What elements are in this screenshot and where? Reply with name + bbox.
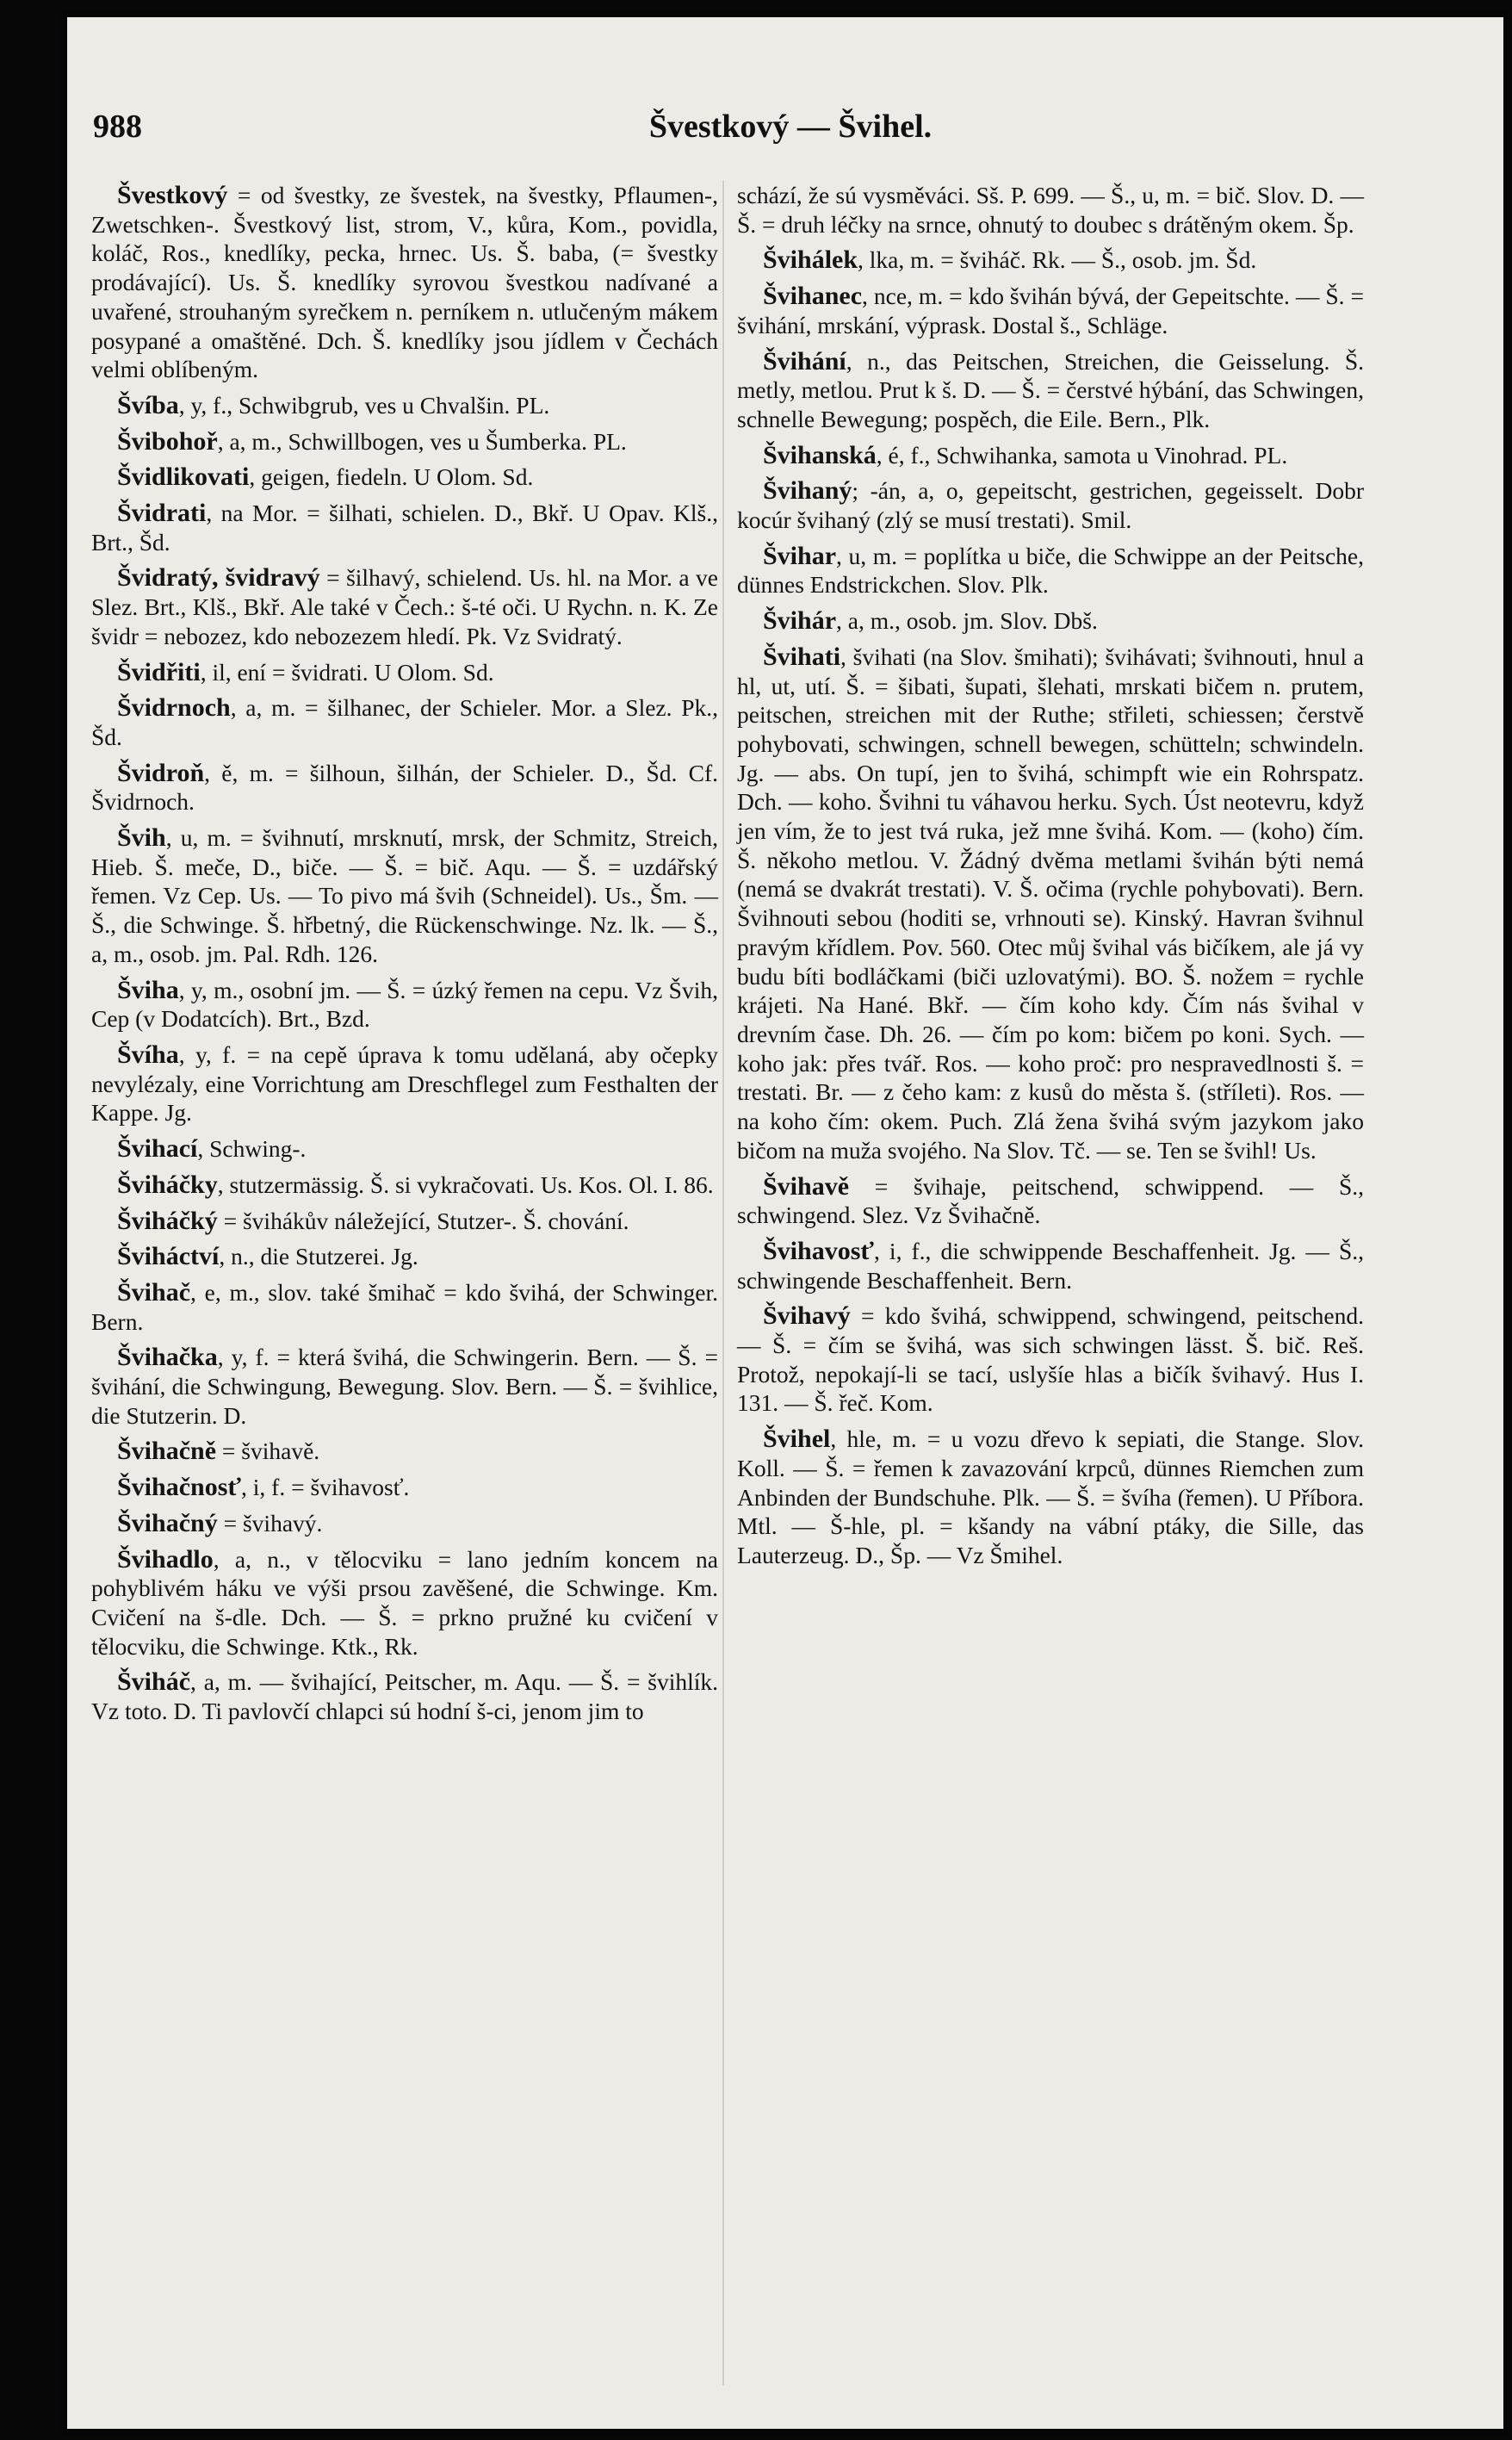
entry-definition: , y, f. = na cepě úprava k tomu udělaná, aby očepky nevylézaly, eine Vorrichtung am Dreschflegel zum Festhalten der Kappe. Jg. (91, 1040, 718, 1127)
entry-headword: Švihavě (763, 1171, 850, 1201)
entry-definition: , geigen, fiedeln. U Olom. Sd. (249, 463, 534, 491)
entry-definition: schází, že sú vysměváci. Sš. P. 699. — Š., u, m. = bič. Slov. D. — Š. = druh léčky na srnce, ohnutý to doubec s drátěným okem. Šp. (737, 182, 1364, 238)
dictionary-entry (91, 759, 718, 816)
entry-definition: , é, f., Schwihanka, samota u Vinohrad. PL. (876, 441, 1288, 469)
dictionary-entry (737, 347, 1364, 434)
entry-definition: , y, f., Schwibgrub, ves u Chvalšin. PL. (178, 391, 550, 419)
entry-definition: = kdo švihá, schwippend, schwingend, peitschend. — Š. = čím se švihá, was sich schwingen lässt. Š. bič. Reš. Protož, nepokají-li se tací, uslyšíe hlas a bičík švihavý. Hus I. 131. — Š. řeč. Kom. (737, 1302, 1364, 1417)
entry-definition: = švihavý. (217, 1509, 323, 1537)
entry-headword: Švestkový (117, 181, 228, 209)
dictionary-entry (91, 693, 718, 751)
entry-definition: , nce, m. = kdo švihán bývá, der Gepeitschte. — Š. = švihání, mrskání, výprask. Dostal š., Schläge. (737, 282, 1364, 338)
dictionary-entry (737, 476, 1364, 534)
entry-headword: Švihavosť (763, 1236, 875, 1265)
entry-headword: Švihačka (117, 1343, 218, 1372)
entry-headword: Švíba (117, 390, 179, 419)
entry-definition: , lka, m. = šviháč. Rk. — Š., osob. jm. Šd. (858, 246, 1257, 274)
entry-definition: = šilhavý, schielend. Us. hl. na Mor. a ve Slez. Brt., Klš., Bkř. Ale také v Čech.: š-té oči. U Rychn. n. K. Ze švidr = nebozez, kdo nebozezem hledí. Pk. Vz Svidratý. (91, 564, 718, 649)
entry-headword: Švihati (763, 642, 841, 671)
entry-headword: Šviháčký (117, 1206, 218, 1235)
entry-headword: Švihací (117, 1134, 198, 1164)
dictionary-entry (737, 606, 1364, 636)
entry-definition: , i, f. = švihavosť. (241, 1474, 410, 1501)
entry-headword: Švihání (763, 346, 846, 376)
dictionary-entry (91, 499, 718, 556)
entry-headword: Švidratý, švidravý (117, 563, 320, 593)
dictionary-entry (91, 823, 718, 969)
dictionary-entry (91, 1509, 718, 1538)
entry-definition: , a, m. — švihající, Peitscher, m. Aqu. — Š. = švihlík. Vz toto. D. Ti pavlovčí chlapci sú hodní š-ci, jenom jim to (91, 1668, 718, 1725)
entry-definition: , u, m. = poplítka u biče, die Schwippe an der Peitsche, dünnes Endstrickchen. Slov. Plk. (737, 542, 1364, 599)
entry-headword: Šviha (117, 975, 179, 1004)
entry-headword: Šviháčky (117, 1170, 218, 1199)
page-number: 988 (93, 109, 142, 145)
running-head: Švestkový — Švihel. (648, 109, 933, 145)
page-header (93, 108, 1488, 159)
dictionary-entry (91, 1242, 718, 1271)
entry-headword: Šviháctví (117, 1242, 220, 1271)
entry-definition: , a, m. = šilhanec, der Schieler. Mor. a Slez. Pk., Šd. (91, 694, 718, 750)
dictionary-entry (91, 1170, 718, 1200)
entry-definition: , il, ení = švidrati. U Olom. Sd. (200, 658, 494, 686)
entry-headword: Švihel (763, 1425, 831, 1454)
column-divider (722, 181, 724, 2386)
entry-headword: Švidrnoch (117, 693, 231, 723)
dictionary-entry (91, 658, 718, 687)
entry-headword: Švihač (117, 1277, 191, 1307)
dictionary-entry (737, 1301, 1364, 1418)
dictionary-entry (737, 1237, 1364, 1295)
entry-definition: , n., das Peitschen, Streichen, die Geisselung. Š. metly, metlou. Prut k š. D. — Š. = čerstvé hýbání, das Schwingen, schnelle Bewegung; pospěch, die Eile. Bern., Plk. (737, 347, 1364, 432)
entry-headword: Švihačnosť (117, 1473, 242, 1502)
dictionary-entry (91, 427, 718, 456)
dictionary-entry (91, 181, 718, 384)
dictionary-entry (91, 1207, 718, 1236)
entry-definition: , hle, m. = u vozu dřevo k sepiati, die Stange. Slov. Koll. — Š. = řemen k zavazování krpců, dünnes Riemchen zum Anbinden der Bundschuhe. Plk. — Š. = švíha (řemen). U Příbora. Mtl. — Š-hle, pl. = kšandy na vábní ptáky, die Sille, das Lauterzeug. D., Šp. — Vz Šmihel. (737, 1425, 1364, 1568)
entry-headword: Švihaný (763, 476, 852, 506)
entry-definition: = švihákův náležející, Stutzer-. Š. chování. (217, 1207, 629, 1234)
dictionary-entry (737, 245, 1364, 275)
entry-headword: Švidřiti (117, 657, 201, 686)
entry-headword: Švidlikovati (117, 463, 250, 492)
entry-definition: , i, f., die schwippende Beschaffenheit. Jg. — Š., schwingende Beschaffenheit. Bern. (737, 1237, 1364, 1294)
entry-headword: Švihanec (763, 282, 863, 311)
entry-headword: Švihár (763, 606, 837, 636)
entry-headword: Švidroň (117, 758, 205, 787)
entry-headword: Švih (117, 823, 166, 853)
entry-definition: ; -án, a, o, gepeitscht, gestrichen, gegeisselt. Dobr kocúr švihaný (zlý se musí trestati). Smil. (737, 477, 1364, 534)
entry-headword: Švibohoř (117, 426, 218, 456)
entry-definition: , y, f. = která švihá, die Schwingerin. Bern. — Š. = švihání, die Schwingung, Bewegung. Slov. Bern. — Š. = švihlice, die Stutzerin. D. (91, 1344, 718, 1429)
entry-definition: = od švestky, ze švestek, na švestky, Pflaumen-, Zwetschken-. Švestkový list, strom, V., kůra, Kom., povidla, koláč, Ros., knedlíky, pecka, hrnec. Us. Š. baba, (= švestky prodávající). Us. Š. knedlíky syrovou švestkou nadívané a uvařené, strouhaným syrečkem n. perníkem n. utlučeným mákem posypané a omaštěné. Dch. Š. knedlíky jsou jídlem v Čechách velmi oblíbeným. (91, 182, 718, 383)
dictionary-page (67, 17, 1503, 2429)
entry-headword: Švíha (117, 1040, 179, 1069)
dictionary-entry (737, 181, 1364, 239)
entry-definition: , stutzermässig. Š. si vykračovati. Us. Kos. Ol. I. 86. (217, 1170, 714, 1198)
left-column (91, 181, 718, 1733)
right-column (737, 181, 1364, 1577)
entry-headword: Švihadlo (117, 1544, 214, 1574)
dictionary-entry (737, 643, 1364, 1165)
entry-headword: Šviháč (117, 1667, 191, 1697)
dictionary-entry (737, 1172, 1364, 1230)
entry-headword: Švihačně (117, 1437, 217, 1466)
entry-definition: , na Mor. = šilhati, schielen. D., Bkř. U Opav. Klš., Brt., Šd. (91, 500, 718, 556)
dictionary-entry (737, 441, 1364, 470)
entry-definition: , a, m., Schwillbogen, ves u Šumberka. PL. (217, 427, 627, 455)
entry-headword: Švihar (763, 541, 837, 570)
dictionary-entry (91, 1437, 718, 1466)
dictionary-entry (737, 542, 1364, 599)
entry-definition: , u, m. = švihnutí, mrsknutí, mrsk, der Schmitz, Streich, Hieb. Š. meče, D., biče. — Š. = bič. Aqu. — Š. = uzdářský řemen. Vz Cep. Us. — To pivo má švih (Schneidel). Us., Šm. — Š., die Schwinge. Š. hřbetný, die Rückenschwinge. Nz. lk. — Š., a, m., osob. jm. Pal. Rdh. 126. (91, 824, 718, 967)
entry-headword: Švihavý (763, 1301, 851, 1331)
entry-definition: , Schwing-. (197, 1135, 307, 1163)
entry-headword: Švidrati (117, 499, 207, 528)
entry-definition: , n., die Stutzerei. Jg. (219, 1243, 418, 1270)
dictionary-entry (91, 563, 718, 650)
entry-definition: , e, m., slov. také šmihač = kdo švihá, der Schwinger. Bern. (91, 1278, 718, 1335)
dictionary-entry (91, 1343, 718, 1430)
dictionary-entry (737, 282, 1364, 339)
entry-definition: = švihavě. (216, 1437, 320, 1465)
dictionary-entry (91, 1667, 718, 1725)
dictionary-entry (91, 463, 718, 492)
entry-definition: , y, m., osobní jm. — Š. = úzký řemen na cepu. Vz Švih, Cep (v Dodatcích). Brt., Bzd. (91, 976, 718, 1033)
entry-definition: , a, n., v tělocviku = lano jedním koncem na pohyblivém háku ve výši prsou zavěšené, die Schwinge. Km. Cvičení na š-dle. Dch. — Š. = prkno pružné ku cvičení v tělocviku, die Schwinge. Ktk., Rk. (91, 1545, 718, 1660)
dictionary-entry (91, 1278, 718, 1336)
dictionary-entry (91, 976, 718, 1034)
entry-headword: Švihanská (763, 440, 877, 469)
entry-definition: , švihati (na Slov. šmihati); švihávati; švihnouti, hnul a hl, ut, utí. Š. = šibati, šupati, šlehati, mrskati bičem n. prutem, peitschen, streichen mit der Ruthe; střileti, schiessen; čerstvě pohybovati, schwingen, schnell bewegen, schütteln; schwindeln. Jg. — abs. On tupí, jen to švihá, schimpft wie ein Rohrspatz. Dch. — koho. Švihni tu váhavou herku. Sych. Úst neotevru, když jen vím, že to jest tvá ruka, jež mne švihá. Kom. — (koho) čím. Š. někoho metlou. V. Žádný dvěma metlami švihán býti nemá (nemá se dvakrát trestati). V. Š. očima (rychle pohybovati). Bern. Švihnouti sebou (hoditi se, vrhnouti se). Kinský. Havran švihnul pravým křídlem. Pov. 560. Otec můj švihal vás bičíkem, ale já vy budu bíti bodláčkami (biči uzlovatými). BO. Š. nožem = rychle krájeti. Na Hané. Bkř. — čím koho kdy. Čím nás švihal v drevním čase. Dh. 26. — čím po kom: bičem po koni. Sych. — koho jak: přes tvář. Ros. — koho proč: pro nespravedlnosti š. = trestati. Br. — z čeho kam: z kusů do města š. (stříleti). Ros. — na koho čím: okem. Puch. Zlá žena švihá svým jazykom jako bičom na muža svojého. Na Slov. Tč. — se. Ten se švihl! Us. (737, 643, 1364, 1164)
entry-definition: , ě, m. = šilhoun, šilhán, der Schieler. D., Šd. Cf. Švidrnoch. (91, 759, 718, 816)
dictionary-entry (91, 1545, 718, 1661)
dictionary-entry (91, 391, 718, 420)
entry-headword: Švihálek (763, 245, 858, 275)
entry-definition: , a, m., osob. jm. Slov. Dbš. (836, 607, 1098, 635)
dictionary-entry (91, 1040, 718, 1127)
entry-headword: Švihačný (117, 1508, 218, 1537)
dictionary-entry (737, 1425, 1364, 1570)
entry-definition: = švihaje, peitschend, schwippend. — Š., schwingend. Slez. Vz Švihačně. (737, 1172, 1364, 1229)
dictionary-entry (91, 1473, 718, 1502)
dictionary-entry (91, 1134, 718, 1164)
